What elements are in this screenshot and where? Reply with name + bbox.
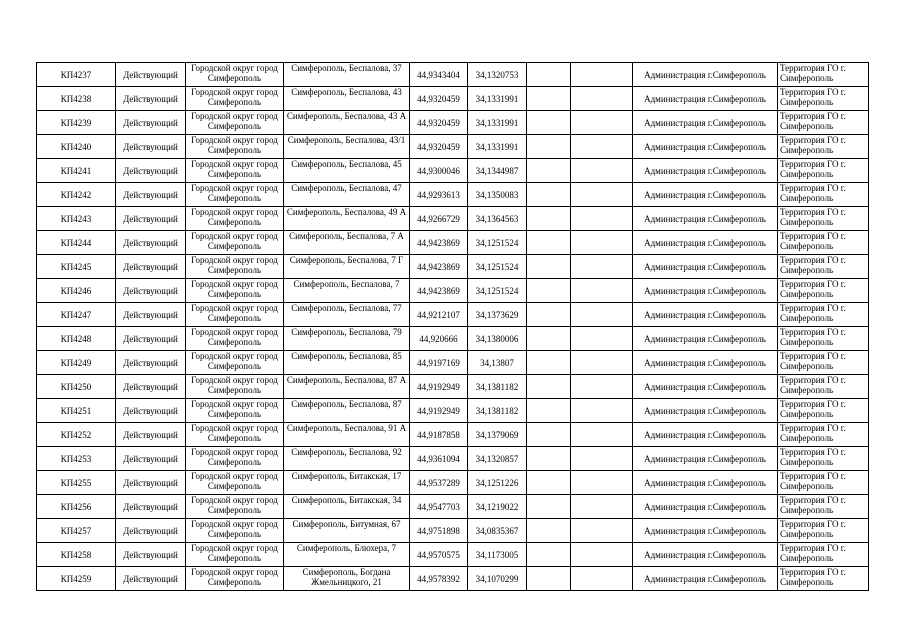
status-cell: Действующий <box>116 543 186 567</box>
territory-cell: Территория ГО г. Симферополь <box>778 423 869 447</box>
latitude-cell: 44,9187858 <box>410 423 468 447</box>
empty-cell-2 <box>571 231 633 255</box>
table-row <box>37 183 869 207</box>
district-cell: Городской округ город Симферополь <box>186 567 284 591</box>
owner-cell: Администрация г.Симферополь <box>633 543 778 567</box>
code-cell: КП4256 <box>37 495 116 519</box>
latitude-cell: 44,9320459 <box>410 135 468 159</box>
district-cell: Городской округ город Симферополь <box>186 447 284 471</box>
longitude-cell: 34,1331991 <box>468 135 527 159</box>
longitude-cell: 34,1381182 <box>468 375 527 399</box>
table-row <box>37 471 869 495</box>
territory-cell: Территория ГО г. Симферополь <box>778 255 869 279</box>
address-cell: Симферополь, Беспалова, 49 А <box>284 207 410 231</box>
empty-cell-2 <box>571 399 633 423</box>
status-cell: Действующий <box>116 255 186 279</box>
latitude-cell: 44,9547703 <box>410 495 468 519</box>
code-cell: КП4240 <box>37 135 116 159</box>
empty-cell-2 <box>571 135 633 159</box>
empty-cell-2 <box>571 519 633 543</box>
code-cell: КП4244 <box>37 231 116 255</box>
address-cell: Симферополь, Беспалова, 7 А <box>284 231 410 255</box>
code-cell: КП4243 <box>37 207 116 231</box>
table-row <box>37 255 869 279</box>
longitude-cell: 34,1251524 <box>468 255 527 279</box>
code-cell: КП4259 <box>37 567 116 591</box>
territory-cell: Территория ГО г. Симферополь <box>778 447 869 471</box>
empty-cell-2 <box>571 351 633 375</box>
empty-cell-2 <box>571 87 633 111</box>
owner-cell: Администрация г.Симферополь <box>633 111 778 135</box>
latitude-cell: 44,9197169 <box>410 351 468 375</box>
empty-cell-2 <box>571 327 633 351</box>
owner-cell: Администрация г.Симферополь <box>633 519 778 543</box>
table-row <box>37 327 869 351</box>
code-cell: КП4251 <box>37 399 116 423</box>
code-cell: КП4241 <box>37 159 116 183</box>
longitude-cell: 34,1320857 <box>468 447 527 471</box>
latitude-cell: 44,9423869 <box>410 231 468 255</box>
latitude-cell: 44,9361094 <box>410 447 468 471</box>
empty-cell-2 <box>571 303 633 327</box>
empty-cell-1 <box>527 351 571 375</box>
owner-cell: Администрация г.Симферополь <box>633 399 778 423</box>
longitude-cell: 34,1350083 <box>468 183 527 207</box>
empty-cell-1 <box>527 447 571 471</box>
empty-cell-2 <box>571 183 633 207</box>
address-cell: Симферополь, Беспалова, 79 <box>284 327 410 351</box>
district-cell: Городской округ город Симферополь <box>186 399 284 423</box>
district-cell: Городской округ город Симферополь <box>186 159 284 183</box>
territory-cell: Территория ГО г. Симферополь <box>778 567 869 591</box>
empty-cell-2 <box>571 111 633 135</box>
owner-cell: Администрация г.Симферополь <box>633 135 778 159</box>
table-row <box>37 567 869 591</box>
longitude-cell: 34,1381182 <box>468 399 527 423</box>
code-cell: КП4247 <box>37 303 116 327</box>
code-cell: КП4258 <box>37 543 116 567</box>
territory-cell: Территория ГО г. Симферополь <box>778 135 869 159</box>
district-cell: Городской округ город Симферополь <box>186 471 284 495</box>
empty-cell-2 <box>571 375 633 399</box>
latitude-cell: 44,9343404 <box>410 63 468 87</box>
owner-cell: Администрация г.Симферополь <box>633 423 778 447</box>
table-row <box>37 135 869 159</box>
latitude-cell: 44,9320459 <box>410 111 468 135</box>
empty-cell-1 <box>527 159 571 183</box>
district-cell: Городской округ город Симферополь <box>186 423 284 447</box>
owner-cell: Администрация г.Симферополь <box>633 231 778 255</box>
code-cell: КП4245 <box>37 255 116 279</box>
status-cell: Действующий <box>116 111 186 135</box>
empty-cell-2 <box>571 543 633 567</box>
longitude-cell: 34,1380006 <box>468 327 527 351</box>
district-cell: Городской округ город Симферополь <box>186 279 284 303</box>
table-row <box>37 543 869 567</box>
longitude-cell: 34,1173005 <box>468 543 527 567</box>
empty-cell-1 <box>527 87 571 111</box>
longitude-cell: 34,1320753 <box>468 63 527 87</box>
owner-cell: Администрация г.Симферополь <box>633 279 778 303</box>
status-cell: Действующий <box>116 135 186 159</box>
code-cell: КП4253 <box>37 447 116 471</box>
longitude-cell: 34,1331991 <box>468 111 527 135</box>
address-cell: Симферополь, Беспалова, 43/1 <box>284 135 410 159</box>
address-cell: Симферополь, Битакская, 17 <box>284 471 410 495</box>
address-cell: Симферополь, Беспалова, 45 <box>284 159 410 183</box>
address-cell: Симферополь, Беспалова, 37 <box>284 63 410 87</box>
territory-cell: Территория ГО г. Симферополь <box>778 231 869 255</box>
empty-cell-1 <box>527 495 571 519</box>
owner-cell: Администрация г.Симферополь <box>633 63 778 87</box>
empty-cell-2 <box>571 255 633 279</box>
empty-cell-2 <box>571 423 633 447</box>
district-cell: Городской округ город Симферополь <box>186 519 284 543</box>
territory-cell: Территория ГО г. Симферополь <box>778 495 869 519</box>
latitude-cell: 44,9320459 <box>410 87 468 111</box>
code-cell: КП4239 <box>37 111 116 135</box>
district-cell: Городской округ город Симферополь <box>186 375 284 399</box>
longitude-cell: 34,1219022 <box>468 495 527 519</box>
district-cell: Городской округ город Симферополь <box>186 303 284 327</box>
address-cell: Симферополь, Беспалова, 91 А <box>284 423 410 447</box>
empty-cell-1 <box>527 63 571 87</box>
district-cell: Городской округ город Симферополь <box>186 135 284 159</box>
status-cell: Действующий <box>116 303 186 327</box>
address-cell: Симферополь, Беспалова, 47 <box>284 183 410 207</box>
district-cell: Городской округ город Симферополь <box>186 495 284 519</box>
owner-cell: Администрация г.Симферополь <box>633 159 778 183</box>
address-cell: Симферополь, Битакская, 34 <box>284 495 410 519</box>
longitude-cell: 34,1251524 <box>468 231 527 255</box>
owner-cell: Администрация г.Симферополь <box>633 567 778 591</box>
longitude-cell: 34,1251524 <box>468 279 527 303</box>
owner-cell: Администрация г.Симферополь <box>633 303 778 327</box>
territory-cell: Территория ГО г. Симферополь <box>778 375 869 399</box>
owner-cell: Администрация г.Симферополь <box>633 183 778 207</box>
status-cell: Действующий <box>116 279 186 303</box>
registry-table <box>36 62 869 591</box>
empty-cell-1 <box>527 303 571 327</box>
empty-cell-2 <box>571 447 633 471</box>
latitude-cell: 44,9578392 <box>410 567 468 591</box>
table-row <box>37 375 869 399</box>
latitude-cell: 44,9192949 <box>410 375 468 399</box>
address-cell: Симферополь, Богдана Жмельницкого, 21 <box>284 567 410 591</box>
territory-cell: Территория ГО г. Симферополь <box>778 543 869 567</box>
empty-cell-1 <box>527 375 571 399</box>
table-body <box>37 63 869 591</box>
status-cell: Действующий <box>116 351 186 375</box>
address-cell: Симферополь, Беспалова, 92 <box>284 447 410 471</box>
longitude-cell: 34,1251226 <box>468 471 527 495</box>
district-cell: Городской округ город Симферополь <box>186 87 284 111</box>
latitude-cell: 44,9192949 <box>410 399 468 423</box>
table-row <box>37 63 869 87</box>
code-cell: КП4249 <box>37 351 116 375</box>
empty-cell-2 <box>571 495 633 519</box>
empty-cell-2 <box>571 207 633 231</box>
address-cell: Симферополь, Блюхера, 7 <box>284 543 410 567</box>
latitude-cell: 44,9751898 <box>410 519 468 543</box>
empty-cell-1 <box>527 183 571 207</box>
owner-cell: Администрация г.Симферополь <box>633 255 778 279</box>
territory-cell: Территория ГО г. Симферополь <box>778 111 869 135</box>
empty-cell-1 <box>527 135 571 159</box>
status-cell: Действующий <box>116 159 186 183</box>
owner-cell: Администрация г.Симферополь <box>633 447 778 471</box>
owner-cell: Администрация г.Симферополь <box>633 207 778 231</box>
territory-cell: Территория ГО г. Симферополь <box>778 471 869 495</box>
status-cell: Действующий <box>116 327 186 351</box>
empty-cell-1 <box>527 519 571 543</box>
district-cell: Городской округ город Симферополь <box>186 231 284 255</box>
address-cell: Симферополь, Беспалова, 43 А <box>284 111 410 135</box>
owner-cell: Администрация г.Симферополь <box>633 327 778 351</box>
table-row <box>37 495 869 519</box>
code-cell: КП4255 <box>37 471 116 495</box>
empty-cell-1 <box>527 111 571 135</box>
district-cell: Городской округ город Симферополь <box>186 207 284 231</box>
table-row <box>37 519 869 543</box>
longitude-cell: 34,13807 <box>468 351 527 375</box>
latitude-cell: 44,9212107 <box>410 303 468 327</box>
empty-cell-1 <box>527 471 571 495</box>
address-cell: Симферополь, Беспалова, 77 <box>284 303 410 327</box>
status-cell: Действующий <box>116 519 186 543</box>
latitude-cell: 44,9423869 <box>410 255 468 279</box>
code-cell: КП4257 <box>37 519 116 543</box>
territory-cell: Территория ГО г. Симферополь <box>778 87 869 111</box>
address-cell: Симферополь, Битумная, 67 <box>284 519 410 543</box>
territory-cell: Территория ГО г. Симферополь <box>778 303 869 327</box>
longitude-cell: 34,1379069 <box>468 423 527 447</box>
district-cell: Городской округ город Симферополь <box>186 327 284 351</box>
status-cell: Действующий <box>116 63 186 87</box>
status-cell: Действующий <box>116 567 186 591</box>
district-cell: Городской округ город Симферополь <box>186 543 284 567</box>
latitude-cell: 44,9266729 <box>410 207 468 231</box>
address-cell: Симферополь, Беспалова, 87 А <box>284 375 410 399</box>
latitude-cell: 44,9300046 <box>410 159 468 183</box>
empty-cell-1 <box>527 543 571 567</box>
longitude-cell: 34,0835367 <box>468 519 527 543</box>
empty-cell-1 <box>527 567 571 591</box>
table-row <box>37 351 869 375</box>
territory-cell: Территория ГО г. Симферополь <box>778 279 869 303</box>
territory-cell: Территория ГО г. Симферополь <box>778 159 869 183</box>
empty-cell-2 <box>571 63 633 87</box>
territory-cell: Территория ГО г. Симферополь <box>778 183 869 207</box>
table-row <box>37 279 869 303</box>
latitude-cell: 44,9293613 <box>410 183 468 207</box>
table-row <box>37 231 869 255</box>
territory-cell: Территория ГО г. Симферополь <box>778 63 869 87</box>
address-cell: Симферополь, Беспалова, 85 <box>284 351 410 375</box>
code-cell: КП4242 <box>37 183 116 207</box>
longitude-cell: 34,1364563 <box>468 207 527 231</box>
table-row <box>37 423 869 447</box>
longitude-cell: 34,1070299 <box>468 567 527 591</box>
empty-cell-1 <box>527 279 571 303</box>
code-cell: КП4238 <box>37 87 116 111</box>
table-row <box>37 111 869 135</box>
code-cell: КП4248 <box>37 327 116 351</box>
empty-cell-1 <box>527 207 571 231</box>
status-cell: Действующий <box>116 447 186 471</box>
table-row <box>37 87 869 111</box>
address-cell: Симферополь, Беспалова, 43 <box>284 87 410 111</box>
code-cell: КП4252 <box>37 423 116 447</box>
territory-cell: Территория ГО г. Симферополь <box>778 519 869 543</box>
code-cell: КП4250 <box>37 375 116 399</box>
status-cell: Действующий <box>116 375 186 399</box>
empty-cell-1 <box>527 327 571 351</box>
empty-cell-1 <box>527 255 571 279</box>
territory-cell: Территория ГО г. Симферополь <box>778 327 869 351</box>
empty-cell-2 <box>571 159 633 183</box>
territory-cell: Территория ГО г. Симферополь <box>778 399 869 423</box>
empty-cell-1 <box>527 423 571 447</box>
district-cell: Городской округ город Симферополь <box>186 255 284 279</box>
empty-cell-2 <box>571 471 633 495</box>
latitude-cell: 44,9537289 <box>410 471 468 495</box>
code-cell: КП4237 <box>37 63 116 87</box>
owner-cell: Администрация г.Симферополь <box>633 495 778 519</box>
address-cell: Симферополь, Беспалова, 7 Г <box>284 255 410 279</box>
district-cell: Городской округ город Симферополь <box>186 111 284 135</box>
status-cell: Действующий <box>116 231 186 255</box>
table-row <box>37 207 869 231</box>
longitude-cell: 34,1373629 <box>468 303 527 327</box>
status-cell: Действующий <box>116 471 186 495</box>
longitude-cell: 34,1331991 <box>468 87 527 111</box>
longitude-cell: 34,1344987 <box>468 159 527 183</box>
territory-cell: Территория ГО г. Симферополь <box>778 207 869 231</box>
empty-cell-2 <box>571 279 633 303</box>
status-cell: Действующий <box>116 87 186 111</box>
status-cell: Действующий <box>116 399 186 423</box>
address-cell: Симферополь, Беспалова, 7 <box>284 279 410 303</box>
table-row <box>37 159 869 183</box>
district-cell: Городской округ город Симферополь <box>186 351 284 375</box>
empty-cell-1 <box>527 399 571 423</box>
owner-cell: Администрация г.Симферополь <box>633 471 778 495</box>
table-row <box>37 399 869 423</box>
table-row <box>37 447 869 471</box>
code-cell: КП4246 <box>37 279 116 303</box>
status-cell: Действующий <box>116 495 186 519</box>
status-cell: Действующий <box>116 207 186 231</box>
territory-cell: Территория ГО г. Симферополь <box>778 351 869 375</box>
status-cell: Действующий <box>116 183 186 207</box>
empty-cell-1 <box>527 231 571 255</box>
status-cell: Действующий <box>116 423 186 447</box>
owner-cell: Администрация г.Симферополь <box>633 375 778 399</box>
latitude-cell: 44,9423869 <box>410 279 468 303</box>
district-cell: Городской округ город Симферополь <box>186 63 284 87</box>
address-cell: Симферополь, Беспалова, 87 <box>284 399 410 423</box>
empty-cell-2 <box>571 567 633 591</box>
table-row <box>37 303 869 327</box>
latitude-cell: 44,9570575 <box>410 543 468 567</box>
owner-cell: Администрация г.Симферополь <box>633 351 778 375</box>
district-cell: Городской округ город Симферополь <box>186 183 284 207</box>
owner-cell: Администрация г.Симферополь <box>633 87 778 111</box>
latitude-cell: 44,920666 <box>410 327 468 351</box>
